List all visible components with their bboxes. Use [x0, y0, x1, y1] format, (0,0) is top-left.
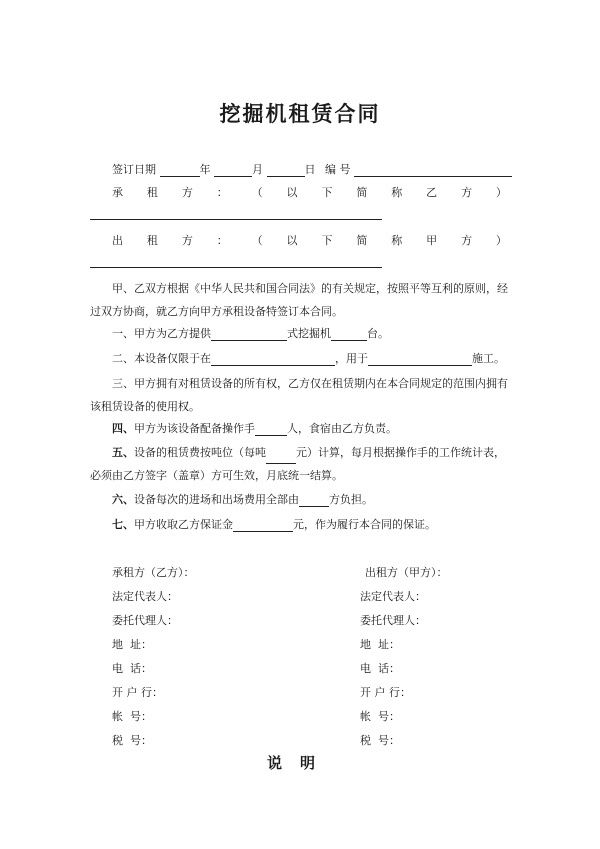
clause-1-text-c: 台。 — [367, 327, 389, 340]
operator-count-field[interactable] — [255, 423, 287, 436]
clause-3 — [90, 372, 510, 418]
contract-no-field[interactable] — [354, 164, 512, 177]
lessee-char: 以 — [286, 186, 298, 199]
lessee-tax-no: 税 号： — [112, 734, 152, 747]
lessee-char: （ — [251, 186, 263, 199]
year-label: 年 — [199, 163, 211, 176]
lessee-address: 地 址： — [112, 638, 152, 651]
clause-5-number: 五、 — [112, 446, 134, 459]
clause-7 — [112, 518, 436, 532]
lessor-char: 出 — [112, 234, 123, 247]
clause-5-text-a: 设备的租赁费按吨位（每吨 — [134, 446, 266, 459]
page-title: 挖掘机租赁合同 — [219, 101, 381, 126]
clause-4-number: 四、 — [112, 422, 134, 435]
clause-2-text-b: ，用于 — [335, 352, 368, 365]
lessee-char: 租 — [146, 186, 158, 199]
clause-6-text-a: 设备每次的进场和出场费用全部由 — [134, 493, 299, 506]
lessor-agent: 委托代理人： — [360, 614, 426, 627]
clause-6-text-b: 方负担。 — [329, 493, 373, 506]
clause-6-number: 六、 — [112, 493, 134, 506]
machine-count-field[interactable] — [331, 328, 367, 341]
clause-7-text-b: 元，作为履行本合同的保证。 — [293, 518, 436, 531]
lessee-phone: 电 话： — [112, 662, 152, 675]
clause-4-text-b: 人，食宿由乙方负责。 — [287, 422, 397, 435]
clause-2 — [112, 352, 505, 366]
rate-per-ton-field[interactable] — [266, 451, 296, 464]
clause-1-text-b: 式挖掘机 — [287, 327, 331, 340]
clause-6 — [112, 493, 373, 507]
lessor-label-row — [112, 234, 507, 248]
lessee-bank: 开 户 行： — [112, 686, 163, 699]
lessee-sign-title: 承租方（乙方）： — [112, 566, 195, 579]
clause-5 — [90, 441, 510, 487]
lessee-char: 简 — [356, 186, 368, 199]
clause-2-text-c: 施工。 — [472, 352, 505, 365]
lessee-char: 乙 — [426, 186, 438, 199]
clause-4 — [112, 422, 397, 436]
lessor-char: 方 — [461, 234, 473, 247]
lessor-char: 简 — [356, 234, 368, 247]
purpose-field[interactable] — [368, 353, 472, 366]
month-field[interactable] — [214, 164, 252, 177]
contract-no-label: 编 号 — [325, 163, 351, 176]
lessee-legal-rep: 法定代表人： — [112, 590, 178, 603]
lessee-label-row — [112, 186, 507, 200]
lessor-legal-rep: 法定代表人： — [360, 590, 426, 603]
lessor-char: 租 — [146, 234, 158, 247]
lessor-char: 以 — [286, 234, 298, 247]
machine-model-field[interactable] — [211, 328, 287, 341]
lessee-agent: 委托代理人： — [112, 614, 178, 627]
clause-3-text: 三、甲方拥有对租赁设备的所有权，乙方仅在租赁期内在本合同规定的范围内拥有该租赁设备的使用权。 — [90, 377, 508, 413]
lessor-char: 方 — [181, 234, 193, 247]
lessor-char: （ — [251, 234, 263, 247]
lessor-phone: 电 话： — [360, 662, 400, 675]
lessee-char: 下 — [321, 186, 333, 199]
lessor-tax-no: 税 号： — [360, 734, 400, 747]
lessor-address: 地 址： — [360, 638, 400, 651]
sign-date-label: 签订日期 — [112, 163, 156, 176]
day-label: 日 — [304, 163, 316, 176]
lessor-sign-title: 出租方（甲方）： — [365, 566, 448, 579]
year-field[interactable] — [160, 164, 200, 177]
clause-1-text-a: 一、甲方为乙方提供 — [112, 327, 211, 340]
clause-5-text-b: 元）计算，每月根据操作手的工作统计表，必须由乙方签字（盖章）方可生效，月底统一结算。 — [90, 446, 505, 482]
lessee-account: 帐 号： — [112, 710, 152, 723]
intro-paragraph — [90, 277, 510, 323]
lessor-char: 下 — [321, 234, 333, 247]
lessee-char: ： — [216, 186, 228, 199]
lessee-char: 称 — [391, 186, 403, 199]
clause-7-number: 七、 — [112, 518, 134, 531]
clause-2-text-a: 二、本设备仅限于在 — [112, 352, 211, 365]
lessor-char: ） — [495, 234, 507, 247]
clause-1 — [112, 327, 389, 341]
lessor-account: 帐 号： — [360, 710, 400, 723]
lessor-char: 甲 — [426, 234, 438, 247]
intro-text: 甲、乙双方根据《中华人民共和国合同法》的有关规定，按照平等互利的原则，经过双方协商，就乙方向甲方承租设备特签订本合同。 — [90, 282, 508, 318]
month-label: 月 — [252, 163, 263, 176]
lessor-bank: 开 户 行： — [360, 686, 411, 699]
lessee-char: 承 — [112, 186, 123, 199]
sign-date-row — [112, 163, 512, 177]
responsible-party-field[interactable] — [299, 494, 329, 507]
lessee-char: ） — [495, 186, 507, 199]
deposit-field[interactable] — [233, 519, 293, 532]
lessor-char: 称 — [391, 234, 403, 247]
lessee-name-field[interactable] — [90, 219, 382, 220]
clause-4-text-a: 甲方为该设备配备操作手 — [134, 422, 255, 435]
lessor-char: ： — [216, 234, 228, 247]
location-field[interactable] — [211, 353, 335, 366]
clause-7-text-a: 甲方收取乙方保证金 — [134, 518, 233, 531]
lessee-char: 方 — [181, 186, 193, 199]
day-field[interactable] — [267, 164, 305, 177]
lessee-char: 方 — [461, 186, 473, 199]
notes-heading: 说明 — [266, 754, 333, 772]
lessor-name-field[interactable] — [90, 267, 382, 268]
